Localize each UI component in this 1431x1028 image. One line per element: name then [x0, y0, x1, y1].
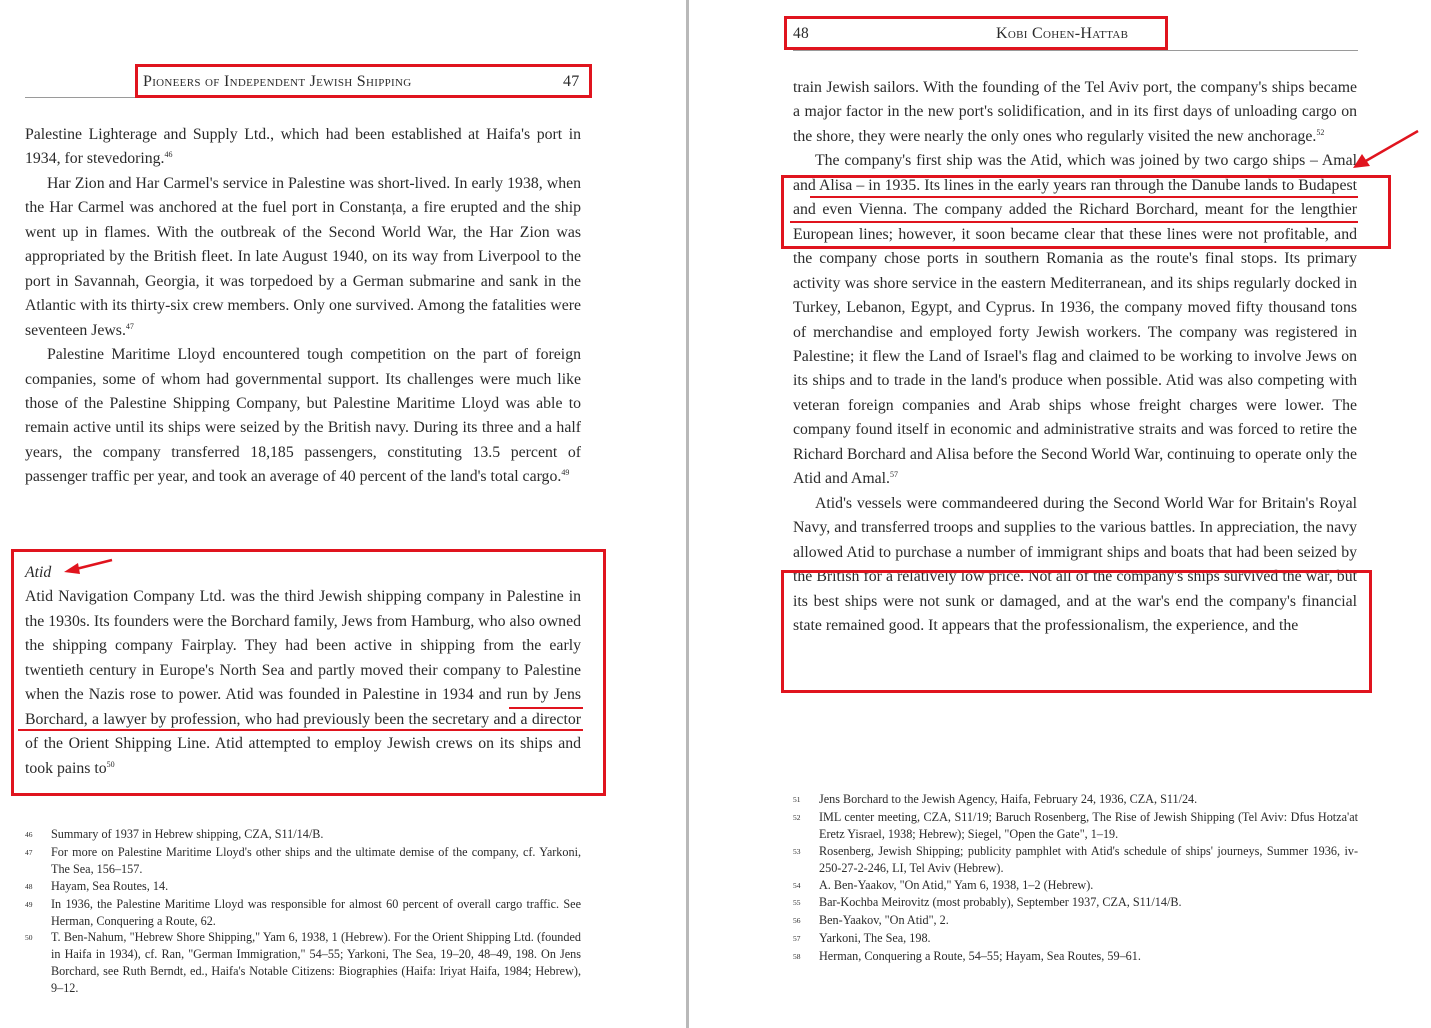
highlight-box-atid-section — [11, 549, 606, 796]
footnote-text: Rosenberg, Jewish Shipping; publicity pamphlet with Atid's schedule of ships' journeys, Summer 1936, iv-250-27-2-246, LI, Tel Aviv (Hebrew). — [819, 843, 1358, 875]
footnote — [25, 929, 581, 997]
paragraph: Har Zion and Har Carmel's service in Palestine was short-lived. In early 1938, when the Har Carmel was anchored at the fuel port in Constanța, a fire erupted and the ship went up in flames. With the outbreak of the Second World War, the Har Zion was appropriated by the British fleet. In late August 1940, on its way from Liverpool to the port in Savannah, Georgia, it was torpedoed by a German submarine and sank in the Atlantic with its thirty-six crew members. Only one survived. Among the fatalities were seventeen Jews.$^{47}$ — [25, 174, 581, 339]
header-rule — [793, 50, 1358, 51]
paragraph: Palestine Maritime Lloyd encountered tough competition on the part of foreign companies, some of whom had governmental support. Its challenges were much like those of the Palestine Shipping Company, but Palestine Maritime Lloyd was able to remain active until its ships were seized by the British navy. During its three and a half years, the company transferred 18,185 passengers, constituting 13.5 percent of passenger traffic per year, and took an average of 40 percent of the land's total cargo.$^{49}$ — [25, 346, 581, 486]
highlight-box-first-ship — [781, 175, 1391, 249]
footnote — [793, 791, 1358, 809]
annotation-arrow-icon — [60, 556, 120, 580]
footnotes — [25, 826, 581, 997]
footnote-text: Jens Borchard to the Jewish Agency, Haifa, February 24, 1936, CZA, S11/24. — [819, 792, 1198, 806]
footnote-text: Herman, Conquering a Route, 54–55; Hayam, Sea Routes, 59–61. — [819, 949, 1141, 964]
left-page — [0, 0, 686, 1028]
footnote — [793, 930, 1358, 948]
footnote — [793, 843, 1358, 877]
footnote — [793, 948, 1358, 966]
page-number: 47 — [563, 73, 580, 90]
left-body-text — [25, 123, 581, 490]
section-heading: Atid — [25, 564, 52, 581]
footnote-number: 46 — [25, 830, 33, 839]
paragraph: Palestine Lighterage and Supply Ltd., which had been established at Haifa's port in 1934, for stevedoring.$^{46}$ — [25, 126, 581, 168]
footnotes — [793, 791, 1358, 966]
underline-first-ship — [810, 196, 1358, 198]
footnote — [25, 896, 581, 930]
footnote-text: A. Ben-Yaakov, "On Atid," Yam 6, 1938, 1–2 (Hebrew). — [819, 877, 1094, 892]
underline-first-ship — [790, 221, 1358, 223]
running-head-title: Pioneers of Independent Jewish Shipping — [143, 73, 412, 90]
footnote-text: Ben-Yaakov, "On Atid", 2. — [819, 913, 949, 928]
footnote-number: 56 — [793, 916, 801, 926]
footnote-number: 57 — [793, 934, 801, 944]
footnote — [25, 878, 581, 896]
footnote — [793, 894, 1358, 912]
footnote-text: Hayam, Sea Routes, 14. — [51, 878, 169, 893]
footnote-number: 53 — [793, 846, 801, 856]
footnote-number: 55 — [793, 898, 801, 908]
right-page — [690, 0, 1431, 1028]
paragraph: Atid Navigation Company Ltd. was the third Jewish shipping company in Palestine in the 1930s. Its founders were the Borchard family, Jews from Hamburg, who also owned the shipping company Fairplay. They had been active in shipping from the early twentieth century in Europe's North Sea and partly moved their company to Palestine when the Nazis rose to power. Atid was founded in Palestine in 1934 and run by Jens Borchard, a lawyer by profession, who had previously been the secretary and a director of the Orient Shipping Line. Atid attempted to employ Jewish crews on its ships and took pains $to^{50}$ — [25, 588, 581, 777]
footnote-number: 47 — [25, 847, 33, 857]
footnote — [793, 877, 1358, 895]
underline-atid-founded — [509, 707, 583, 709]
paragraph: Atid's vessels were commandeered during the Second World War for Britain's Royal Navy, and transferred troops and supplies to the various battles. In appreciation, the navy allowed Atid to purchase a number of immigrant ships and boats that had been seized by the British for a relatively low price. Not all of the company's ships survived the war, but its best ships were not sunk or damaged, and at the war's end the company's financial state remained good. It appears that the professionalism, the experience, and the — [793, 494, 1357, 634]
running-head-author: Kobi Cohen-Hattab — [996, 25, 1129, 42]
footnote-text: Bar-Kochba Meirovitz (most probably), September 1937, CZA, S11/14/B. — [819, 895, 1182, 910]
footnote-number: 49 — [25, 899, 33, 909]
highlight-box-right-header — [784, 16, 1168, 50]
footnote-text: T. Ben-Nahum, "Hebrew Shore Shipping," Yam 6, 1938, 1 (Hebrew). For the Orient Shipping Ltd. (founded in Haifa in 1934), cf. Ran, "German Immigration," 54–55; Yarkoni, The Sea, 19–20, 48–49, 198. On Jens Borchard, see Ruth Berndt, ed., Haifa's Notable Citizens: Biographies (Haifa: Iriyat Haifa, 1984; Hebrew), 9–12. — [51, 930, 581, 996]
footnote-number: 48 — [25, 881, 33, 891]
footnote-text: Summary of 1937 in Hebrew shipping, CZA, S11/14/B. — [51, 827, 324, 841]
paragraph: The company's first ship was the Atid, which was joined by two cargo ships – Amal and Alisa – in 1935. Its lines in the early years ran through the Danube lands to Budapest and even Vienna. The company added the Richard Borchard, meant for the lengthier European lines; however, it soon became clear that these lines were not profitable, and the company chose ports in southern Romania as the route's final stops. Its primary activity was shore service in the eastern Mediterranean, and its ships regularly docked in Turkey, Lebanon, Egypt, and Cyprus. In 1936, the company moved fifty thousand tons of merchandise and employed forty Jewish workers. The company was registered in Palestine; it flew the Land of Israel's flag and claimed to be working to involve Jews on its ships and to trade in the land's produce when possible. Atid was also competing with veteran foreign companies and Arab ships whose freight charges were lower. The company found itself in economic and administrative straits and was forced to retire the Richard Borchard and Alisa before the Second World War, continuing to operate only the Atid and Amal.$^{57}$ — [793, 152, 1357, 488]
footnote-number: 51 — [793, 795, 801, 804]
page-divider — [686, 0, 689, 1028]
footnote-number: 54 — [793, 880, 801, 890]
footnote-number: 50 — [25, 933, 33, 943]
footnote — [793, 912, 1358, 930]
highlight-box-left-header — [135, 64, 592, 98]
paragraph: train Jewish sailors. With the founding of the Tel Aviv port, the company's ships became a major factor in the new port's solidification, and in its first days of unloading cargo on the shore, they were nearly the only ones who regularly visited the new anchorage.$^{52}$ — [793, 79, 1357, 145]
footnote-text: For more on Palestine Maritime Lloyd's other ships and the ultimate demise of the company, cf. Yarkoni, The Sea, 156–157. — [51, 844, 581, 876]
footnote — [793, 809, 1358, 843]
highlight-box-war-vessels — [781, 570, 1372, 693]
footnote-text: In 1936, the Palestine Maritime Lloyd was responsible for almost 60 percent of overall cargo traffic. See Herman, Conquering a Route, 62. — [51, 896, 581, 928]
footnote — [25, 826, 581, 844]
footnote-text: Yarkoni, The Sea, 198. — [819, 931, 931, 946]
right-body-text — [793, 76, 1357, 638]
annotation-arrow-icon — [1350, 128, 1422, 172]
footnote — [25, 844, 581, 878]
footnote-number: 52 — [793, 812, 801, 822]
page-number: 48 — [793, 25, 810, 42]
footnote-number: 58 — [793, 952, 801, 962]
underline-atid-founded — [18, 729, 583, 731]
footnote-text: IML center meeting, CZA, S11/19; Baruch Rosenberg, The Rise of Jewish Shipping (Tel Aviv: Dfus Hotza'at Eretz Yisrael, 1938; Hebrew); Siegel, "Open the Gate", 1–19. — [819, 809, 1358, 841]
